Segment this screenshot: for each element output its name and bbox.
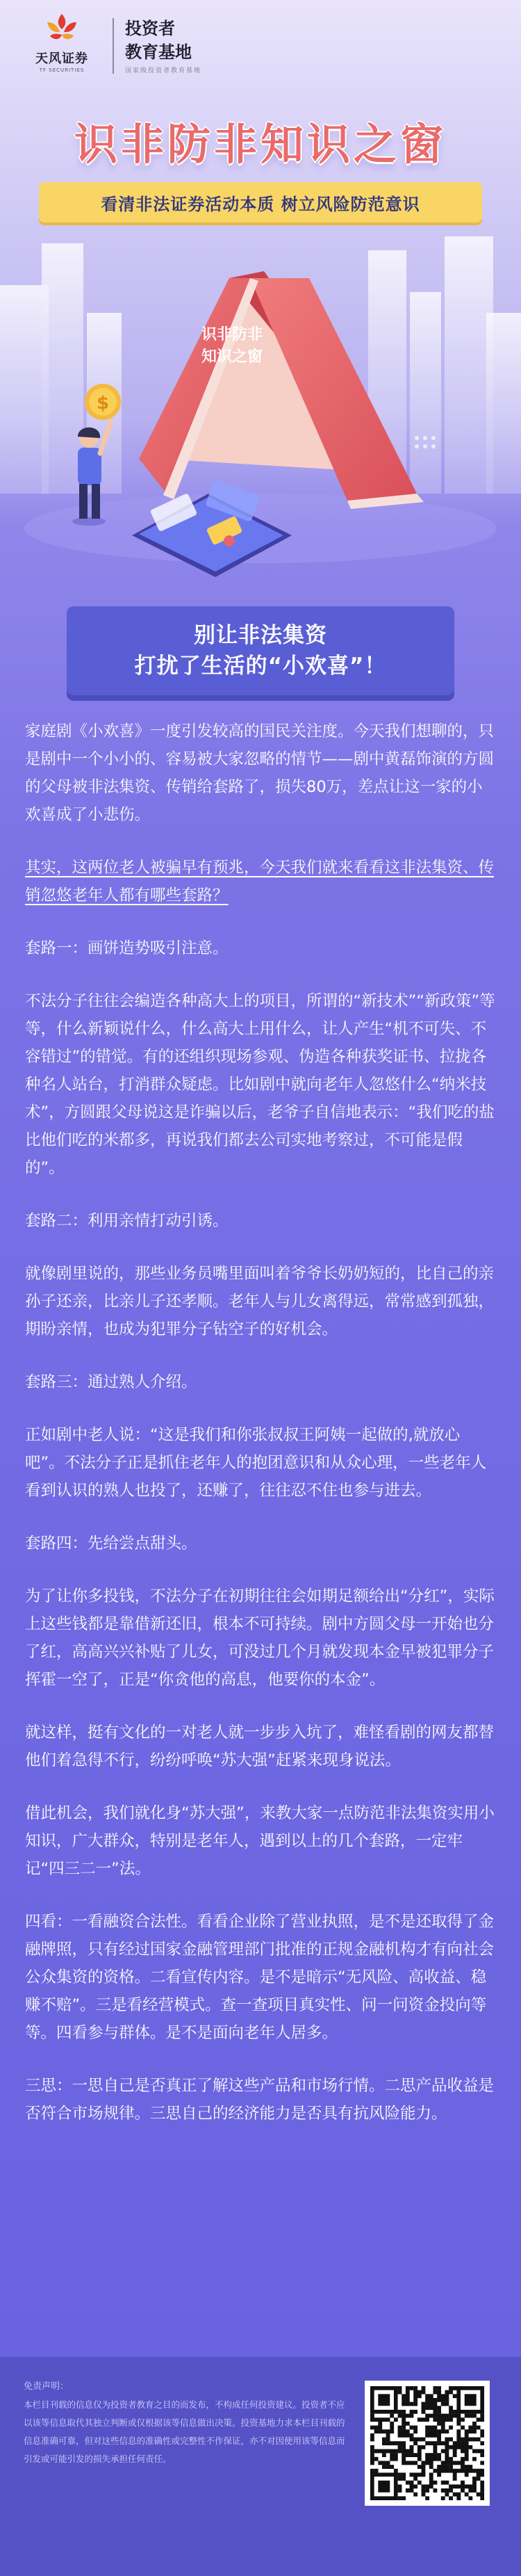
brand-english-name: TF SECURITIES <box>39 67 85 73</box>
brand-title-block <box>125 17 201 74</box>
qr-code-icon <box>370 2386 484 2500</box>
trick-2-title: 套路二：利用亲情打动引诱。 <box>25 1212 229 1230</box>
article-body <box>25 718 496 2128</box>
brand-header <box>21 13 201 74</box>
brand-tagline: 国家级投资者教育基地 <box>125 67 202 74</box>
brand-title-line1: 投资者 <box>125 19 175 38</box>
disclaimer-title: 免责声明： <box>24 2381 69 2392</box>
article-intro: 家庭剧《小欢喜》一度引发较高的国民关注度。今天我们想聊的，只是剧中一个小小的、容易被大家忽略的情节——剧中黄磊饰演的方圆的父母被非法集资、传销给套路了，损失80万，差点让这一家的小欢喜成了小悲伤。 <box>25 722 495 824</box>
subtitle-text: 看清非法证券活动本质 树立风险防范意识 <box>101 194 420 214</box>
brand-divider <box>113 18 114 74</box>
trick-4-title: 套路四：先给尝点甜头。 <box>25 1534 197 1553</box>
page-title: 识非防非知识之窗 <box>74 119 447 170</box>
disclaimer <box>24 2378 349 2468</box>
coin-symbol: $ <box>97 393 110 414</box>
article-lead: 其实，这两位老人被骗早有预兆，今天我们就来看看这非法集资、传销忽悠老年人都有哪些套路？ <box>25 859 495 905</box>
book-label-line1: 识非防非 <box>201 326 263 343</box>
subtitle-bar <box>39 182 482 222</box>
brand-title-line2: 教育基地 <box>125 42 192 62</box>
city-book-illustration <box>0 229 521 591</box>
four-looks-paragraph: 四看：一看融资合法性。看看企业除了营业执照，是不是还取得了金融牌照，只有经过国家金融管理部门批准的正规金融机构才有向社会公众集资的资格。二看宣传内容。是不是暗示“无风险、高收益、稳赚不赔”。三是看经营模式。查一查项目真实性、问一问资金投向等等。四看参与群体。是不是面向老年人居多。 <box>25 1913 495 2042</box>
trick-2-text: 就像剧里说的，那些业务员嘴里面叫着爷爷长奶奶短的，比自己的亲孙子还亲，比亲儿子还孝顺。老年人与儿女离得远，常常感到孤独，期盼亲情，也成为犯罪分子钻空子的好机会。 <box>25 1265 495 1338</box>
article-paragraph-6: 借此机会，我们就化身“苏大强”，来教大家一点防范非法集资实用小知识，广大群众，特别是老年人，遇到以上的几个套路，一定牢记“四三二一”法。 <box>25 1804 495 1878</box>
trick-1-title: 套路一：画饼造势吸引注意。 <box>25 939 229 957</box>
trick-4-text: 为了让你多投钱，不法分子在初期往往会如期足额给出“分红”，实际上这些钱都是靠借新还旧，根本不可持续。剧中方圆父母一开始也分了红，高高兴兴补贴了儿女，可没过几个月就发现本金早被犯罪分子挥霍一空了，正是“你贪他的高息，他要你的本金”。 <box>25 1587 495 1689</box>
footer <box>0 2357 521 2576</box>
banner-line1: 别让非法集资 <box>194 623 327 648</box>
hero-illustration <box>0 229 521 591</box>
brand-name: 天风证券 <box>35 51 88 66</box>
article-paragraph-5: 就这样，挺有文化的一对老人就一步步入坑了，难怪看剧的网友都替他们着急得不行，纷纷呼唤“苏大强”赶紧来现身说法。 <box>25 1724 495 1769</box>
logo-mark-icon <box>42 13 82 47</box>
trick-1-text: 不法分子往往会编造各种高大上的项目，所谓的“新技术”“新政策”等等，什么新颖说什么，什么高大上用什么，让人产生“机不可失、不容错过”的错觉。有的还组织现场参观、伪造各种获奖证书、拉拢各种名人站台，打消群众疑虑。比如剧中就向老年人忽悠什么“纳米技术”，方圆跟父母说这是诈骗以后，老爷子自信地表示：“我们吃的盐比他们吃的米都多，再说我们都去公司实地考察过，不可能是假的”。 <box>25 992 495 1177</box>
qr-code[interactable] <box>365 2381 490 2506</box>
tf-securities-logo <box>21 13 103 73</box>
disclaimer-text: 本栏目刊载的信息仅为投资者教育之目的而发布，不构成任何投资建议。投资者不应以该等信息取代其独立判断或仅根据该等信息做出决策。投资基地力求本栏目刊载的信息准确可靠，但对这些信息的准确性或完整性不作保证，亦不对因使用该等信息而引发或可能引发的损失承担任何责任。 <box>24 2399 345 2464</box>
trick-3-text: 正如剧中老人说：“这是我们和你张叔叔王阿姨一起做的,就放心吧”。不法分子正是抓住老年人的抱团意识和从众心理，一些老年人看到认识的熟人也投了，还赚了，往往忍不住也参与进去。 <box>25 1426 487 1500</box>
banner-line2: 打扰了生活的“小欢喜”！ <box>134 654 387 679</box>
book-label-line2: 知识之窗 <box>201 348 263 366</box>
trick-3-title: 套路三：通过熟人介绍。 <box>25 1373 197 1391</box>
three-thinks-paragraph: 三思：一思自己是否真正了解这些产品和市场行情。二思产品收益是否符合市场规律。三思自己的经济能力是否具有抗风险能力。 <box>25 2077 495 2123</box>
headline-banner <box>67 606 454 695</box>
